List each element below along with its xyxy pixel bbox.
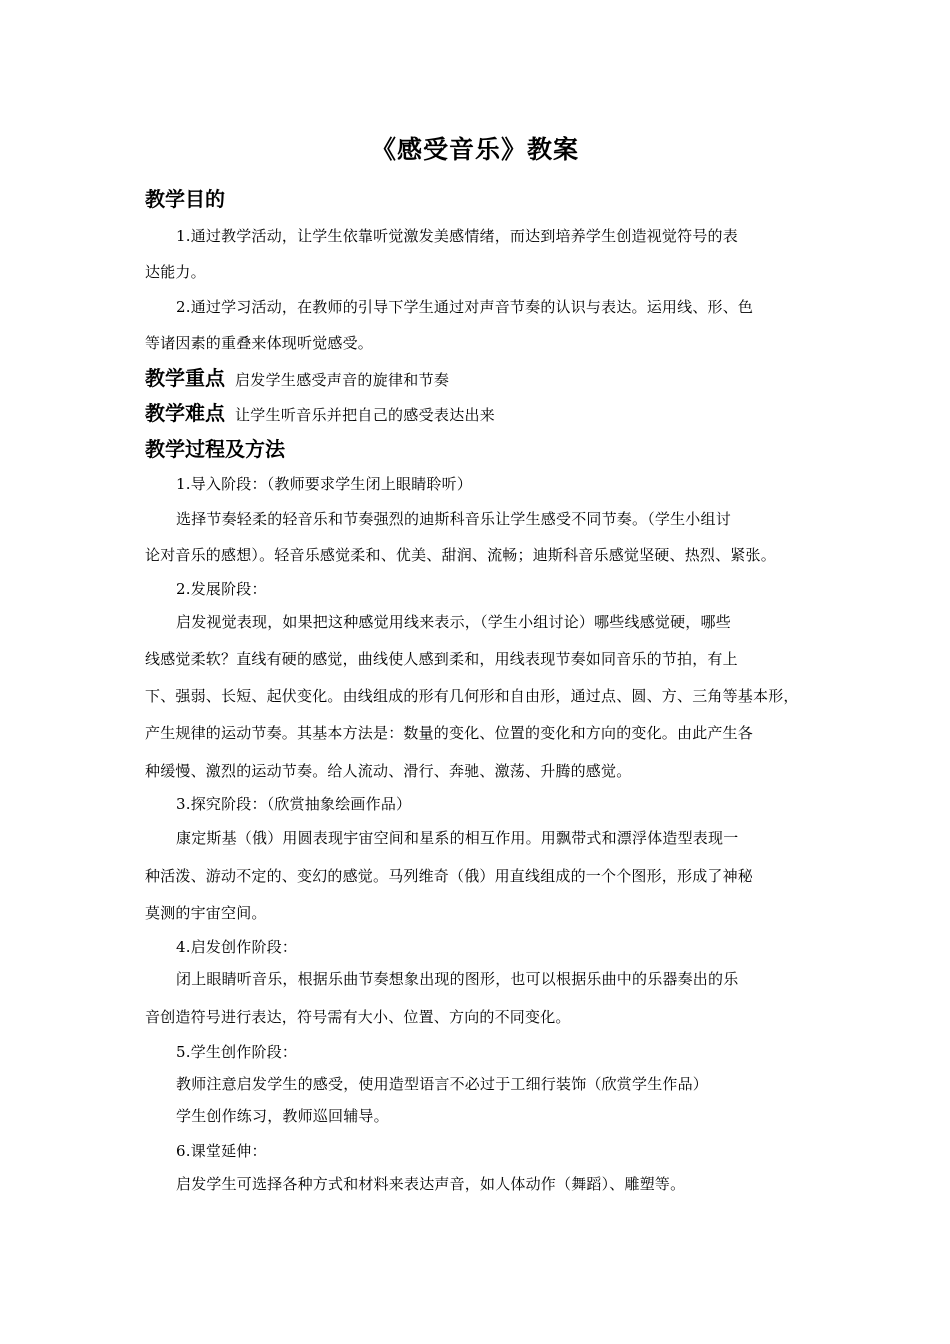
process-line-19: 学生创作练习，教师巡回辅导。 bbox=[176, 1107, 389, 1125]
process-line-3: 论对音乐的感想）。轻音乐感觉柔和、优美、甜润、流畅；迪斯科音乐感觉坚硬、热烈、紧张。 bbox=[145, 546, 776, 564]
process-line-7: 下、强弱、长短、起伏变化。由线组成的形有几何形和自由形，通过点、圆、方、三角等基本形， bbox=[145, 687, 799, 705]
process-line-17: 5.学生创作阶段： bbox=[176, 1043, 298, 1061]
process-line-2: 选择节奏轻柔的轻音乐和节奏强烈的迪斯科音乐让学生感受不同节奏。（学生小组讨 bbox=[176, 510, 731, 528]
process-line-16: 音创造符号进行表达，符号需有大小、位置、方向的不同变化。 bbox=[145, 1008, 571, 1026]
document-title: 《感受音乐》教案 bbox=[370, 135, 579, 164]
objectives-line-1: 1.通过教学活动，让学生依靠听觉激发美感情绪，而达到培养学生创造视觉符号的表 bbox=[176, 227, 738, 245]
process-line-15: 闭上眼睛听音乐，根据乐曲节奏想象出现的图形，也可以根据乐曲中的乐器奏出的乐 bbox=[176, 970, 739, 988]
process-line-5: 启发视觉表现，如果把这种感觉用线来表示，（学生小组讨论）哪些线感觉硬，哪些 bbox=[176, 613, 731, 631]
process-line-18: 教师注意启发学生的感受，使用造型语言不必过于工细行装饰（欣赏学生作品） bbox=[176, 1075, 709, 1093]
key-point-text: 启发学生感受声音的旋律和节奏 bbox=[235, 371, 450, 389]
process-line-21: 启发学生可选择各种方式和材料来表达声音，如人体动作（舞蹈）、雕塑等。 bbox=[176, 1175, 686, 1193]
objectives-heading: 教学目的 bbox=[145, 187, 225, 211]
key-point-row bbox=[145, 363, 449, 395]
process-line-4: 2.发展阶段： bbox=[176, 580, 267, 598]
difficulty-row bbox=[145, 398, 495, 430]
objectives-line-2: 达能力。 bbox=[145, 263, 206, 281]
process-heading: 教学过程及方法 bbox=[145, 437, 285, 461]
key-point-heading: 教学重点 bbox=[145, 366, 225, 390]
objectives-line-3: 2.通过学习活动，在教师的引导下学生通过对声音节奏的认识与表达。运用线、形、色 bbox=[176, 298, 754, 316]
difficulty-text: 让学生听音乐并把自己的感受表达出来 bbox=[235, 406, 496, 424]
process-line-12: 种活泼、游动不定的、变幻的感觉。马列维奇（俄）用直线组成的一个个图形，形成了神秘 bbox=[145, 867, 754, 885]
process-line-10: 3.探究阶段：（欣赏抽象绘画作品） bbox=[176, 795, 412, 813]
process-line-9: 种缓慢、激烈的运动节奏。给人流动、滑行、奔驰、激荡、升腾的感觉。 bbox=[145, 762, 632, 780]
process-line-11: 康定斯基（俄）用圆表现宇宙空间和星系的相互作用。用飘带式和漂浮体造型表现一 bbox=[176, 829, 739, 847]
process-line-1: 1.导入阶段：（教师要求学生闭上眼睛聆听） bbox=[176, 475, 473, 493]
process-line-6: 线感觉柔软？直线有硬的感觉，曲线使人感到柔和，用线表现节奏如同音乐的节拍，有上 bbox=[145, 650, 738, 668]
difficulty-heading: 教学难点 bbox=[145, 401, 225, 425]
process-line-8: 产生规律的运动节奏。其基本方法是：数量的变化、位置的变化和方向的变化。由此产生各 bbox=[145, 724, 754, 742]
process-line-20: 6.课堂延伸： bbox=[176, 1142, 267, 1160]
process-line-14: 4.启发创作阶段： bbox=[176, 938, 298, 956]
process-line-13: 莫测的宇宙空间。 bbox=[145, 904, 267, 922]
objectives-line-4: 等诸因素的重叠来体现听觉感受。 bbox=[145, 334, 374, 352]
